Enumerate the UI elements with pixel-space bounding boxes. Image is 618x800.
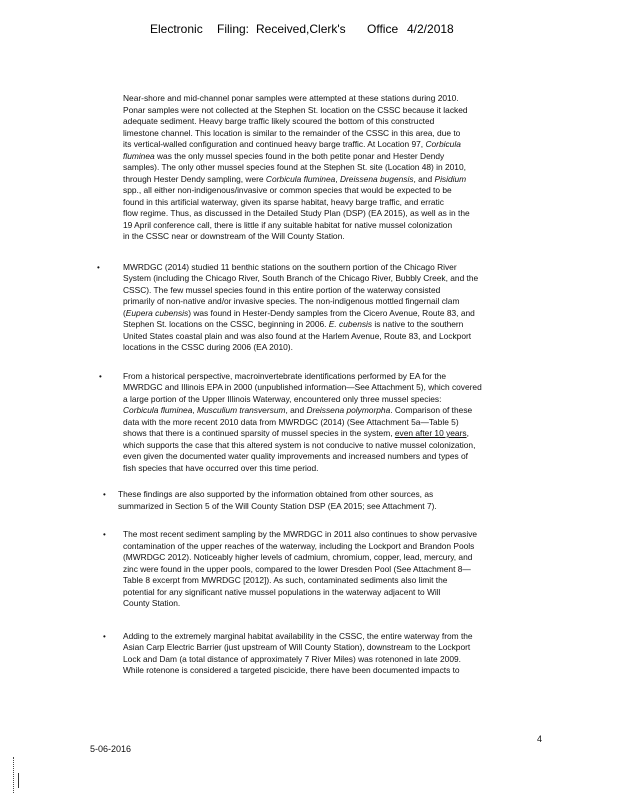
bullet-icon: • bbox=[103, 631, 106, 641]
intro-line: its vertical-walled configuration and continued heavy barge traffic. At Location 97, Corbicula bbox=[123, 139, 461, 149]
page-number: 4 bbox=[537, 734, 543, 744]
header-electronic: Electronic bbox=[150, 22, 203, 36]
bullet-historical: • From a historical perspective, macroinvertebrate identifications performed by EA for the MWRDGC and Illinois EPA in 2000 (unpublished information—See Attachment 5), which covered a large portion of the Upper Illinois Waterway, encountered only three mussel species: Corbicula fluminea, Musculium transversum, and Dreissena polymorpha. Comparison of these data with the more recent 2010 data from MWRDGC (2014) (See Attachment 5a—Table 5) shows that there is a continued sparsity of mussel species in the system, even after 10 years, which supports the case that this altered system is not conducive to native mussel colonization, even given the documented water quality improvements and increased numbers and types of fish species that have occurred over this time period. bbox=[99, 370, 482, 473]
bullet-icon: • bbox=[103, 490, 106, 499]
intro-paragraph bbox=[123, 93, 523, 243]
intro-line: Near-shore and mid-channel ponar samples were attempted at these stations during 2010. bbox=[123, 93, 459, 103]
header-received: Received,Clerk's bbox=[256, 22, 346, 36]
intro-line: adequate sediment. Heavy barge traffic likely scoured the bottom of this constructed bbox=[123, 116, 435, 126]
header-office: Office bbox=[367, 22, 399, 36]
intro-line: limestone channel. This location is similar to the remainder of the CSSC in this area, due to bbox=[123, 127, 461, 138]
bullet-icon: • bbox=[103, 530, 106, 539]
bullet-habitat: • Adding to the extremely marginal habitat availability in the CSSC, the entire waterway from the Asian Carp Electric Barrier (just upstream of Will County Station), downstream to the Lockport Lock and Dam (a total distance of approximately 7 River Miles) was rotenoned in late 2009. While rotenone is considered a targeted piscicide, there have been documented impacts to bbox=[103, 630, 473, 675]
intro-line: in the CSSC near or downstream of the Will County Station. bbox=[123, 231, 345, 241]
header-date: 4/2/2018 bbox=[407, 22, 454, 36]
intro-line: fluminea was the only mussel species found in the both petite ponar and Hester Dendy bbox=[123, 150, 445, 161]
intro-line: Ponar samples were not collected at the Stephen St. location on the CSSC because it lacked bbox=[123, 104, 468, 115]
bullet-icon: • bbox=[99, 371, 102, 381]
intro-line: flow regime. Thus, as discussed in the Detailed Study Plan (DSP) (EA 2015), as well as in the bbox=[123, 208, 470, 218]
intro-line: found in this artificial waterway, given its sparse habitat, heavy barge traffic, and erratic bbox=[123, 196, 444, 207]
intro-line: spp., all either non-indigenous/invasive or common species that would be expected to be bbox=[123, 185, 452, 195]
intro-line: through Hester Dendy sampling, were Corbicula fluminea, Dreissena bugensis, and Pisidium bbox=[123, 173, 467, 184]
footer-date: 5-06-2016 bbox=[90, 744, 132, 754]
filing-header bbox=[0, 20, 618, 56]
header-filing: Filing: bbox=[217, 22, 250, 36]
intro-line: 19 April conference call, there is little if any suitable habitat for native mussel colonization bbox=[123, 219, 453, 230]
bullet-findings: • These findings are also supported by the information obtained from other sources, as summarized in Section 5 of the Will County Station DSP (EA 2015; see Attachment 7). bbox=[103, 489, 437, 511]
bullet-mwrdgc-2014: • MWRDGC (2014) studied 11 benthic stations on the southern portion of the Chicago River System (including the Chicago River, South Branch of the Chicago River, Bubbly Creek, and the CSSC). The few mussel species found in this entire portion of the waterway consisted primarily of non-native and/or invasive species. The non-indigenous mottled fingernail clam (Eupera cubensis) was found in Hester-Dendy samples from the Cicero Avenue, Route 83, and Stephen St. locations on the CSSC, beginning in 2006. E. cubensis is native to the southern United States coastal plain and was also found at the Harlem Avenue, Route 83, and Lockport locations in the CSSC during 2006 (EA 2010). bbox=[97, 261, 479, 352]
bullet-icon: • bbox=[97, 262, 100, 272]
document-body bbox=[97, 93, 523, 686]
intro-line: samples). The only other mussel species found at the Stephen St. site (Location 48) in 2010, bbox=[123, 162, 466, 172]
bullet-sediment: • The most recent sediment sampling by the MWRDGC in 2011 also continues to show pervasive contamination of the upper reaches of the waterway, including the Lockport and Brandon Pools (MWRDGC 2012). Noticeably higher levels of cadmium, chromium, copper, lead, mercury, and zinc were found in the upper pools, compared to the lower Dresden Pool (See Attachment 8— Table 8 excerpt from MWRDGC [2012]). As such, contaminated sediments also limit the potential for any significant native mussel populations in the waterway adjacent to Will County Station. bbox=[103, 529, 478, 608]
margin-line-mark bbox=[18, 773, 19, 788]
